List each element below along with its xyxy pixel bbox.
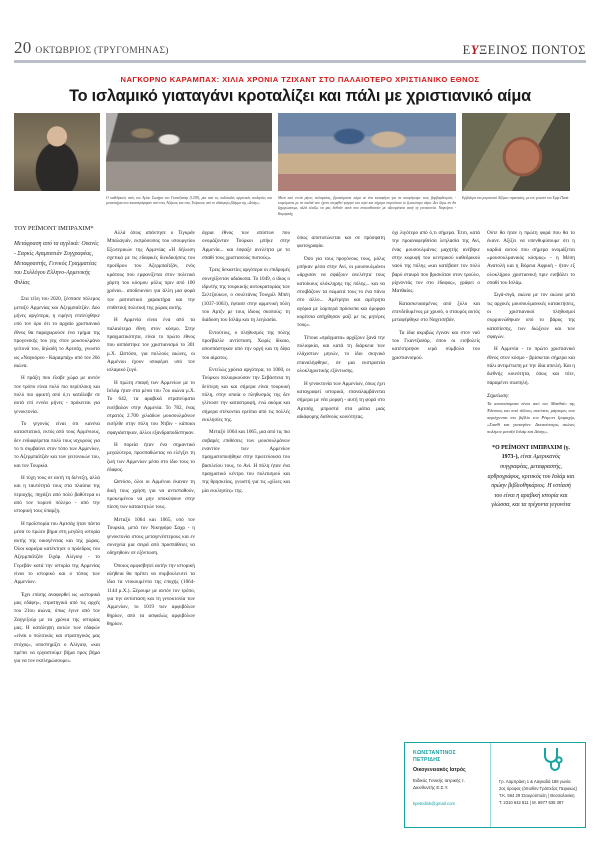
photo-soldier-patch bbox=[462, 113, 570, 191]
patch-image bbox=[462, 113, 570, 191]
ad-subtitle: Ειδικός Γενικής Ιατρικής τ. Διευθυντής Ε.Σ.Υ. bbox=[413, 778, 465, 790]
paragraph: όπως αποτυπώνεται και σε πρόσφατη φωτογραφία. bbox=[297, 235, 385, 250]
ad-right-panel bbox=[491, 743, 585, 827]
caption-church: Ο καθεδρικός ναός του Αγίου Σωτήρα στο Γκαντζασάρ (1238), μια από τις πολλαπλές αρμενικές εκκλησίες και μοναστήρια που καταστράφηκαν από τους Αζέρους και τους Τούρκους υπό το αδιάφορο βλέμμα της «Δύσης». bbox=[106, 196, 272, 206]
photo-destroyed-church bbox=[106, 113, 272, 191]
ad-doctor-name: ΚΩΝΣΤΑΝΤΙΝΟΣ ΠΕΤΡΙΔΗΣ bbox=[413, 750, 456, 764]
ad-address-line: Γρ. Λαμπράκη 1 & Λαγκαδά 188 γωνία bbox=[499, 779, 571, 784]
paragraph: Τρεις δεκαετίες αργότερα οι επιδρομές συνεχίζονταν αδιάκοπα. Το 1049, ο ίδιος ο ιδρυτής της τουρκικής αυτοκρατορίας των Σελτζούκων, ο σουλτάνος Τουγρίλ Μπέη (1037-1063), έφτασε στην αρμενική πόλη του Αρτζν με τους ίδιους σκοπούς: τη διάδοση του Ισλάμ και τη λεηλασία. bbox=[202, 267, 290, 324]
author-bio-text: είναι Αμερικανός συγγραφέας, μεταφραστής, αρθρογράφος, κριτικός του Ισλάμ και πρώην βιβλιοθηκάριος. Η εστίασή του είναι η αραβική ιστορία και γλώσσα, και τα τρέχοντα γεγονότα bbox=[487, 454, 575, 509]
paragraph: Εντούτοις, ο πληθυσμός της πόλης προέβαλλε αντίσταση. Χωρίς δίκαιο, αποσπάστηκαν από την οργή και τη δίψα του αίματος. bbox=[202, 329, 290, 361]
ad-address-line: Τ.Κ. 564 29 Σταυρούπολη | Θεσσαλονίκη bbox=[499, 793, 575, 799]
caption-shelter: Μετά από εννιά μήνες πολιορκίας, βρισκόμαστε τώρα σε ένα καταφύγιο για να αποφύγουμε τους βομβαρδισμούς - κοιμόμαστε με τα παιδιά που έχουν στερηθεί φαγητό και νερό και σήμερα στερούνται το ζωτικότερο αέρα. Δεν ξέρω αν θα ξημερώσουμε, αλλά ελπίζω να μας δοθούν αυτά που αντικαθιστούν με αξιοπρέπεια αυτή τη γενοκτονία. Ναγκόρνο - Καραμπάχ bbox=[278, 196, 456, 216]
photo-refugee-shelter bbox=[278, 113, 456, 191]
column-2 bbox=[107, 222, 195, 666]
column-2-body bbox=[107, 229, 195, 628]
column-1 bbox=[14, 222, 100, 666]
shelter-image bbox=[278, 113, 456, 191]
column-5-body bbox=[392, 229, 480, 362]
ad-address-line: 2ος όροφος (όπισθεν Τράπεζας Πειραιώς) bbox=[499, 786, 578, 792]
date-folio bbox=[14, 38, 169, 58]
paragraph: Η πράξη που έλαβε χώρα με αυτόν τον τρόπο είναι πολύ πιο περίπλοκη και πολύ πιο φρικτή από ό,τι κατάλαβε σε αυτά επί εννέα μήνες - πρόκειται για γενοκτονία. bbox=[14, 375, 100, 415]
column-3 bbox=[202, 222, 290, 666]
paragraph: Ωστόσο, όλοι οι Αρμένιοι έκαναν τη δική τους χρήση για να αντισταθούν, προκειμένου να μην υποκύψουν στην πίεση των κατακτητών τους. bbox=[107, 479, 195, 511]
paragraph: όχι λιγότερο από ό,τι σήμερα. Έτσι, κατά την προαναφερθείσα λεηλασία της Ανί, ένας μουσουλμάνος μαχητής ανέβηκε στην κορυφή του κεντρικού καθεδρικού ναού της πόλης «και κατέβασε τον πολύ βαρύ σταυρό που βρισκόταν στον τρούλο, ρίχνοντάς τον στο έδαφος», γράφει ο Ματθαίος. bbox=[392, 229, 480, 295]
note-text: Τα αποσπάσματα είναι από τον Ματθαίο της Έδεσσας και από άλλους αυτόπτες μάρτυρες που περιέχονται στο βιβλίο του Ρέιμοντ Ιμπραχίμ, «Σπαθί και γιαταγάνι: Δεκατέσσερις αιώνες πολέμου μεταξύ Ισλάμ και Δύσης». bbox=[487, 401, 575, 434]
paragraph: Στα τέλη του 2020, ξέσπασε πόλεμος μεταξύ Αρμενίας και Αζερμπαϊτζάν. Δύο μήνες αργότερα, η ειρήνη επιτεύχθηκε υπό τον όρο ότι το αρχαίο χριστιανικό έθνος θα παραχωρούσε ένα τμήμα της προγονικής του γης στον μουσουλμάνο γείτονά του, δηλαδή το Αρτσάχ, γνωστό ως «Ναγκόρνο - Καραμπάχ» από τον 20ό αιώνα. bbox=[14, 296, 100, 369]
ad-address-line: Τ. 2310 642 811 | Μ. 6977 635 397 bbox=[499, 800, 564, 806]
column-6-body bbox=[487, 229, 575, 387]
column-6 bbox=[487, 222, 575, 666]
caption-row bbox=[14, 193, 586, 217]
paragraph: Έχει επίσης αναφερθεί ως «ιστορικά μας εδάφη», στρατηγικά από τις αρχές του 21ου αιώνα, όπως έγινε από τον Ζαγγεζούρ με τα χρόνια της ιστορίας μας. Η κατάληψη αυτών των εδαφών «είναι ο πολιτικός και στρατηγικός μας στόχος», υποστηρίζει ο Αλίγιεφ, «και πρέπει να εργαστούμε βήμα προς βήμα για να τον εκπληρώσουμε». bbox=[14, 591, 100, 665]
paragraph: Η πορεία ήταν ένα σημαντικό μεγαλύτερο, προσπαθώντας να ελέγξει τη ζωή των Αρμενίων μέσα στο ίδιο τους το έδαφος. bbox=[107, 442, 195, 474]
column-3-body bbox=[202, 229, 290, 495]
paragraph: Η Αρμενία - το πρώτο χριστιανικό έθνος στον κόσμο - βρίσκεται σήμερα και πάλι αντιμέτωπη με την ίδια απειλή. Και η διεθνής κοινότητα, όπως και τότε, παραμένει σιωπηλή. bbox=[487, 346, 575, 386]
column-5 bbox=[392, 222, 480, 666]
column-4 bbox=[297, 222, 385, 666]
paragraph: Το γεγονός είναι ότι κανένα καταστατικό, εκτός από τους Αρμένιους, δεν ενδιαφέρεται πολύ τους ισχυρούς για το τι συμβαίνει στον τόπο των Αρμενίων, το Αζερμπαϊτζάν και των γειτονικών του, και τον Τουρκία. bbox=[14, 421, 100, 469]
article-columns bbox=[14, 222, 586, 666]
page-header bbox=[14, 0, 586, 58]
ad-left-panel bbox=[405, 743, 491, 827]
header-rule bbox=[14, 60, 586, 63]
paragraph: Η προϊστορία του Αρτσάχ ήταν πάντα μέσα το πρώτο βήμα στη μεγάλη ιστορία αυτής της οικογένειας και της χώρας. Όλοι καριέρα κατέκτησε ο πρόεδρος του Αζερμπαϊτζάν Ιλχάμ Αλίγιεφ - το Γερεβάν κατά την ιστορία της Αρμενίας είναι το ιστορικό και ο τόπος των Αρμενίων. bbox=[14, 520, 100, 586]
photo-strip bbox=[14, 113, 586, 191]
paragraph: Τέτοια «πράγματα» αρχίζουν ξανά την πολιορκία, και κατά τη διάρκεια των ελάχιστων μηνών, το ίδιο σκηνικό επαναλήφθηκε, σε μια εκστρατεία ολοκληρωτικής εξόντωσης. bbox=[297, 334, 385, 375]
photo-author-portrait bbox=[14, 113, 100, 191]
column-4-body bbox=[297, 234, 385, 421]
masthead-post: ΞΕΙΝΟΣ ΠΟΝΤΟΣ bbox=[479, 43, 586, 57]
caption-patch: Εμβόλιμα στο μπροστινό Αζέρων στρατιώτη, με τον γνωστό του Εμίρ Πασά bbox=[462, 196, 569, 200]
paragraph: Εντελώς χρόνια αργότερα, το 1060, οι Τούρκοι πολιορκούσαν την Σεβάστεια τη δεύτερη και και σήμερα είναι τουρκική πόλη, στην οποία ο πληθυσμός της δεν γλίτωσε την καταστροφή, ενώ ακόμα και σήμερα στέκονται ερείπια από τις πολλές εκκλησίες της. bbox=[202, 366, 290, 424]
note-heading: Σημείωση: bbox=[487, 393, 510, 399]
paragraph: Όποιος αμφισβητεί αυτήν την ιστορική αλήθεια θα πρέπει να συμβουλευτεί τα ίδια τα ντοκουμέντα της εποχής (1064-1144 μ.Χ.). Ξέρουμε με αυτόν τον τρόπο, για την αντίσταση και τη γενοκτονία των Αρμενίων, το 1019 των αμφιβόλων θηρίων, από τα ασφαλώς αμφιβόλων θηρίων. bbox=[107, 562, 195, 627]
ad-email[interactable]: kpetridisk@gmail.com bbox=[413, 800, 456, 806]
paragraph: Η Αρμενία είναι ένα από τα παλαιότερα έθνη στον κόσμο. Στην πραγματικότητα, είναι το πρώτο έθνος που ασπάστηκε τον χριστιανισμό το 301 μ.Χ. Ωστόσο, για πολλούς αιώνες, οι Αρμένιοι έχουν υποφέρει υπό τον ισλαμικό ζυγό. bbox=[107, 317, 195, 374]
church-image bbox=[106, 113, 272, 191]
caption-shelter-continued bbox=[297, 222, 385, 227]
paragraph: Σιγά-σιγά, αιώνα με τον αιώνα μετά τις αρχικές μουσουλμανικές κατακτήσεις, οι χριστιανικοί πληθυσμοί συρρικνώθηκαν υπό το βάρος της καταπίεσης, των διώξεων και των σφαγών. bbox=[487, 292, 575, 340]
paragraph: Αλλά όπως απάντησε ο Τιγκράν Μπαλαγιάν, εκπρόσωπος του υπουργείου Εξωτερικών της Αρμενίας «Η δήλωση σχετικά με τις εδαφικές διεκδικήσεις του προέδρου του Αζερμπαϊτζάν, ενός κράτους που εμφανίζεται στον πολιτικό χάρτη του κόσμου μόλις πριν από 100 χρόνια... αποδεικνύει για άλλη μια φορά τον ρατσιστικό χαρακτήρα και την επιθετική πολιτική της χώρας αυτής. bbox=[107, 229, 195, 311]
column-1-body bbox=[14, 295, 100, 665]
paragraph: Η γενοκτονία των Αρμενίων, όπως έχει καταγραφεί ιστορικά, επαναλαμβάνεται σήμερα με νέα μορφή - αυτή τη φορά στο Αρτσάχ, μπροστά στα μάτια μιας αδιάφορης διεθνούς κοινότητας. bbox=[297, 380, 385, 420]
folio-day: 20 bbox=[14, 38, 32, 57]
paragraph: Όσο για τους προγόνους τους, μόλις μπήκαν μέσα στην Ανί, οι μουσουλμάνοι «άρχισαν να σφάζουν ανελέητα τους κατοίκους ολόκληρης της πόλης... και να στοιβάζουν τα σώματά τους το ένα πάνω στο άλλο... Αμέτρητα και αμέτρητα αγόρια με λαμπερά πρόσωπα και όμορφα κορίτσια απήχθησαν μαζί με τις μητέρες τους». bbox=[297, 255, 385, 329]
paragraph: Η τύχη τους σε αυτή τη διένεξη, αλλά και η ταυτότητά τους στα πλαίσια της περιοχής, πηγάζει από πολύ βαθύτερα κι από τον τωρινό πόλεμο - από την ιστορική τους ύπαρξη. bbox=[14, 475, 100, 515]
paragraph: Μεταξύ 1064 και 1065, μια από τις πιο σοβαρές επιθέσεις των μουσουλμάνων εναντίον των Αρμενίων πραγματοποιήθηκε στην πρωτεύουσα του βασιλείου τους, το Ανί. Η πόλη ήταν ένα πραγματικό κέντρο του πολιτισμού και της θρησκείας, γνωστή για τις «χίλιες και μία εκκλησίες» της. bbox=[202, 429, 290, 494]
paragraph: Μεταξύ 1064 και 1065, υπό τον Τουρκία, μετά τον Νικηφόρο Σαχρ - η γενοκτονία στους μεταγενέστερους και εν συνεχεία μια σειρά από προσπάθειες να οδηγηθούν σε εξόντωση. bbox=[107, 516, 195, 557]
advertisement-doctor[interactable] bbox=[404, 742, 586, 828]
author-bio-name: *Ο ΡΕΪΜΟΝΤ ΙΜΠΡΑΧΙΜ (γ. 1973-), bbox=[492, 444, 570, 461]
masthead-pre: Ε bbox=[462, 43, 471, 57]
author-bio bbox=[487, 444, 575, 511]
paragraph: Η πρώτη επαφή των Αρμενίων με το Ισλάμ ήταν στα μέσα του 7ου αιώνα μ.Χ. Το 642, τα αραβικά στρατεύματα εισέβαλαν στην Αρμενία. Το 782, ένας στρατός 2.700 χιλιάδων μουσουλμάνων εισήλθε στην πόλη του Ντβιν - κάποιοι σφαγιάστηκαν, άλλοι εξανδραποδίστηκαν. bbox=[107, 379, 195, 436]
stethoscope-icon bbox=[539, 745, 569, 780]
article-byline: ΤΟΥ ΡΕΪΜΟΝΤ ΙΜΠΡΑΧΙΜ* bbox=[14, 224, 94, 232]
ad-address bbox=[499, 778, 579, 807]
article-headline: Το ισλαμικό γιαταγάνι κροταλίζει και πάλι με χριστιανικό αίμα bbox=[69, 87, 531, 105]
portrait-image bbox=[14, 113, 100, 191]
masthead-accent-letter: Υ bbox=[470, 43, 480, 57]
paragraph: Κατασκευασμένος από ξύλο και επενδεδυμένος με χρυσό, ο σταυρός αυτός μεταφέρθηκε στο Ναχιτσεβάν. bbox=[392, 300, 480, 324]
paragraph: άγρια έθνος των απίστων που ονομάζονταν Τούρκοι μπήκε στην Αρμενία... και έσφαξε ανελέητα με το σπαθί τους χριστιανούς πιστούς». bbox=[202, 229, 290, 261]
paragraph: Ούτε θα ήταν η πρώτη φορά που θα το έκανε. Αξίζει να υπενθυμίσουμε ότι η καρδιά αυτού που σήμερα ονομάζεται «μουσουλμανικός κόσμος» - η Μέση Ανατολή και η Βόρεια Αφρική - ήταν εξ ολοκλήρου χριστιανική πριν εισβάλει το σπαθί του Ισλάμ. bbox=[487, 229, 575, 286]
article-kicker: ΝΑΓΚΟΡΝΟ ΚΑΡΑΜΠΑΧ: ΧΙΛΙΑ ΧΡΟΝΙΑ ΤΖΙΧΑΝΤ ΣΤΟ ΠΑΛΑΙΟΤΕΡΟ ΧΡΙΣΤΙΑΝΙΚΟ ΕΘΝΟΣ bbox=[120, 75, 480, 84]
ad-specialty: Οικογενειακός Ιατρός bbox=[413, 767, 466, 774]
translation-credits: Μετάφραση από τα αγγλικά: Ουανές - Σαρκίς Αγαμπατιάν Συγγραφέας, Μεταφραστής, Γενικός Γραμματέας του Συλλόγου Ελληνο-Αρμενικής Φιλίας bbox=[14, 241, 99, 286]
folio-month: ΟΚΤΩΒΡΙΟΣ (ΤΡΥΓΟΜΗΝΑΣ) bbox=[35, 46, 169, 56]
masthead-title bbox=[463, 43, 586, 58]
paragraph: Τα ίδια ακριβώς έγιναν και στον ναό του Γκαντζασάρ, όπου οι εισβολείς κατέστρεψαν ιερά σύμβολα του χριστιανισμού. bbox=[392, 329, 480, 361]
